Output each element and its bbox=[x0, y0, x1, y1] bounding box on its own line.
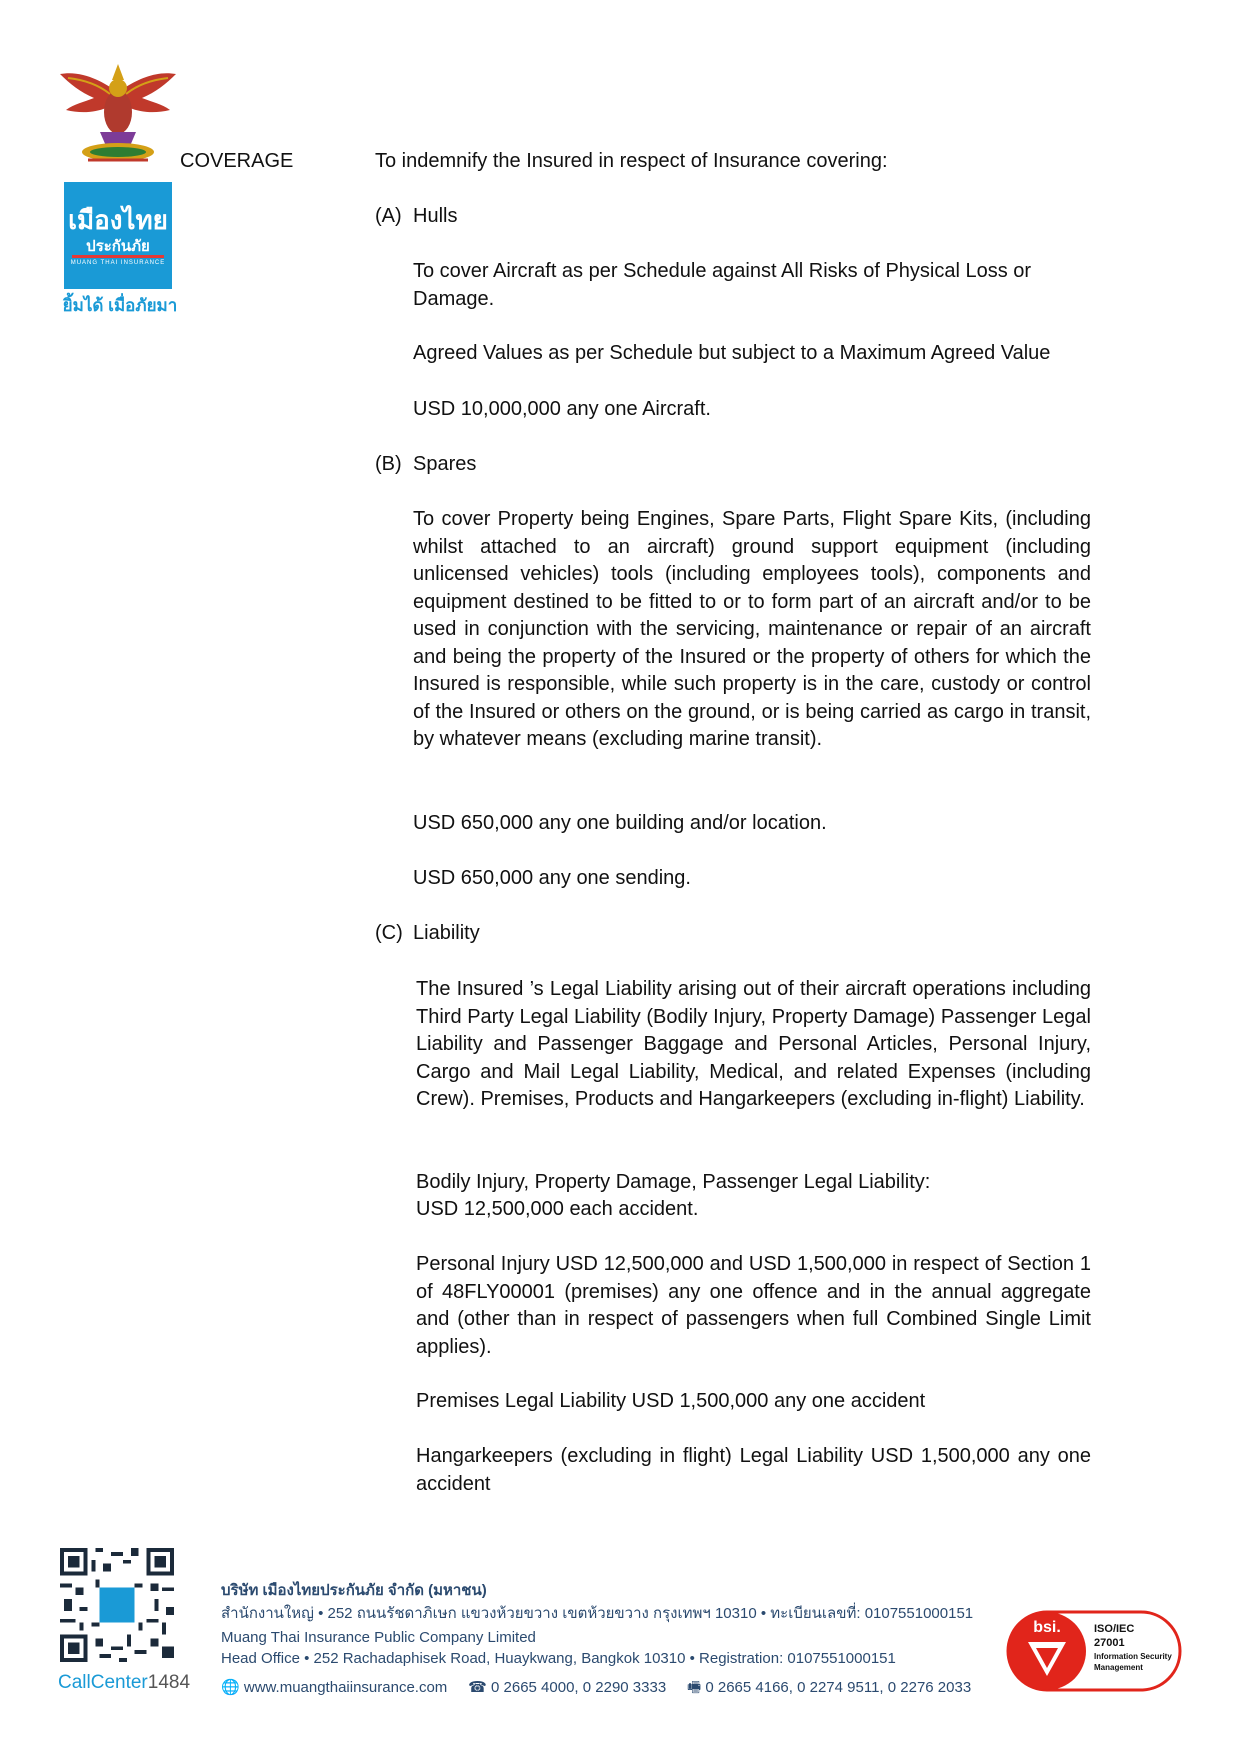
liability-hangarkeepers: Hangarkeepers (excluding in flight) Legal Liability USD 1,500,000 any one accident bbox=[416, 1445, 1091, 1495]
section-title-spares: Spares bbox=[413, 453, 477, 475]
section-letter-c: (C) bbox=[375, 922, 403, 944]
bsi-brand: bsi. bbox=[1033, 1619, 1061, 1636]
cert-line-2: 27001 bbox=[1094, 1637, 1125, 1649]
cert-line-3: Information Security bbox=[1094, 1652, 1172, 1661]
footer-phone: 0 2665 4000, 0 2290 3333 bbox=[491, 1679, 667, 1696]
globe-icon: 🌐 bbox=[221, 1679, 240, 1696]
footer-website[interactable]: www.muangthaiinsurance.com bbox=[243, 1679, 448, 1696]
cert-line-1: ISO/IEC bbox=[1094, 1623, 1135, 1635]
call-center-number: 1484 bbox=[147, 1672, 191, 1693]
section-label: COVERAGE bbox=[180, 150, 294, 172]
garuda-emblem-icon bbox=[58, 62, 178, 167]
logo-stripe bbox=[72, 255, 164, 258]
cert-line-4: Management bbox=[1094, 1663, 1143, 1672]
company-logo bbox=[64, 182, 172, 289]
footer-address-thai: สำนักงานใหญ่ • 252 ถนนรัชดาภิเษก แขวงห้วยขวาง เขตห้วยขวาง กรุงเทพฯ 10310 • ทะเบียนเลขที่: 0107551000151 bbox=[221, 1605, 974, 1622]
liability-personal-injury: Personal Injury USD 12,500,000 and USD 1,500,000 in respect of Section 1 of 48FLY00001 (premises) any one offence and in the annual aggregate and (other than in respect of passengers when full Combined Single Limit applies). bbox=[416, 1253, 1091, 1358]
phone-icon: ☎ bbox=[468, 1679, 487, 1696]
section-title-liability: Liability bbox=[413, 922, 480, 944]
footer-contact-row bbox=[221, 1677, 971, 1702]
qr-code-icon bbox=[60, 1548, 174, 1662]
liability-bodily-injury: Bodily Injury, Property Damage, Passenger Legal Liability: bbox=[416, 1171, 931, 1193]
footer-fax: 0 2665 4166, 0 2274 9511, 0 2276 2033 bbox=[705, 1679, 972, 1696]
liability-bodily-injury-limit: USD 12,500,000 each accident. bbox=[416, 1198, 699, 1220]
bsi-certification-badge bbox=[1006, 1610, 1182, 1692]
liability-premises: Premises Legal Liability USD 1,500,000 any one accident bbox=[416, 1390, 926, 1412]
footer-company-english: Muang Thai Insurance Public Company Limited bbox=[221, 1629, 536, 1646]
call-center-label: CallCenter bbox=[58, 1672, 148, 1693]
spares-paragraph: To cover Property being Engines, Spare Parts, Flight Spare Kits, (including whilst attached to an aircraft) ground support equipment (including unlicensed vehicles) tools (including employees tools), components and equipment destined to be fitted to or to form part of an aircraft and/or to be used in conjunction with the servicing, maintenance or repair of an aircraft and being the property of the Insured or the property of others for which the Insured is responsible, while such property is in the care, custody or control of the Insured or others on the ground, or is being carried as cargo in transit, by whatever means (excluding marine transit). bbox=[413, 508, 1091, 750]
footer-company-thai: บริษัท เมืองไทยประกันภัย จำกัด (มหาชน) bbox=[221, 1582, 487, 1599]
coverage-intro: To indemnify the Insured in respect of Insurance covering: bbox=[375, 150, 888, 172]
liability-paragraph: The Insured ’s Legal Liability arising out of their aircraft operations including Third Party Legal Liability (Bodily Injury, Property Damage) Passenger Legal Liability and Passenger Baggage and Personal Articles, Personal Injury, Cargo and Mail Legal Liability, Medical, and related Expenses (including Crew). Premises, Products and Hangarkeepers (excluding in-flight) Liability. bbox=[416, 978, 1091, 1110]
call-center bbox=[58, 1672, 190, 1694]
section-letter-a: (A) bbox=[375, 205, 402, 227]
company-tagline: ยิ้มได้ เมื่อภัยมา bbox=[62, 296, 178, 315]
hulls-limit: USD 10,000,000 any one Aircraft. bbox=[413, 398, 711, 420]
spares-sending-limit: USD 650,000 any one sending. bbox=[413, 867, 691, 889]
section-letter-b: (B) bbox=[375, 453, 402, 475]
logo-thai-name: เมืองไทย bbox=[68, 205, 168, 235]
hulls-agreed-values: Agreed Values as per Schedule but subject to a Maximum Agreed Value bbox=[413, 342, 1051, 364]
hulls-paragraph: To cover Aircraft as per Schedule against All Risks of Physical Loss or Damage. bbox=[413, 260, 1032, 310]
logo-english-name: MUANG THAI INSURANCE bbox=[70, 260, 166, 266]
logo-thai-subname: ประกันภัย bbox=[86, 238, 150, 255]
fax-icon: 🖷 bbox=[687, 1679, 702, 1696]
spares-building-limit: USD 650,000 any one building and/or location. bbox=[413, 812, 827, 834]
section-title-hulls: Hulls bbox=[413, 205, 458, 227]
footer-address-english: Head Office • 252 Rachadaphisek Road, Huaykwang, Bangkok 10310 • Registration: 0107551000151 bbox=[221, 1650, 896, 1667]
